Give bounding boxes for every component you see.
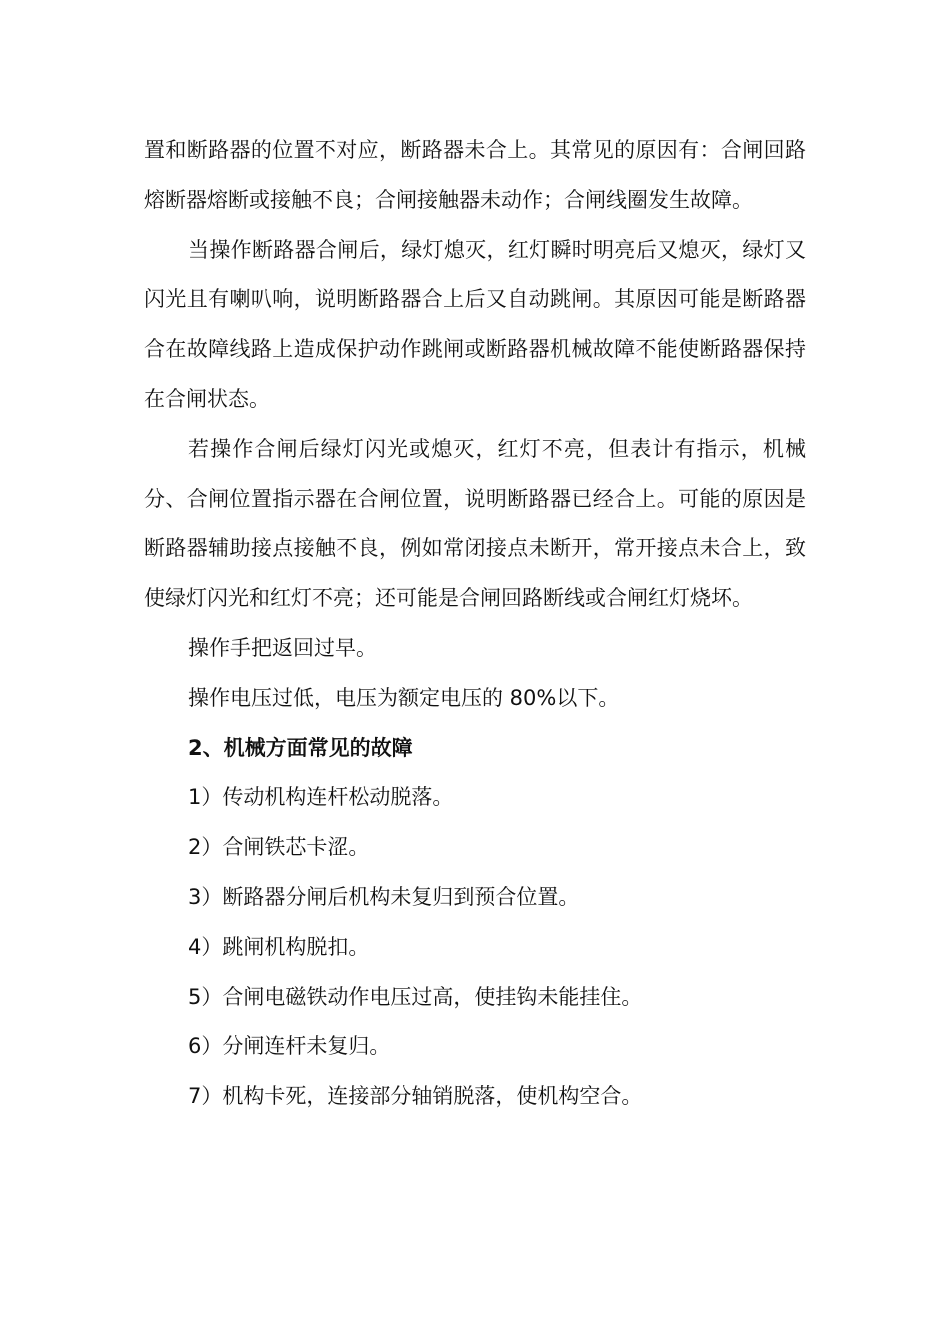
list-item: 5）合闸电磁铁动作电压过高，使挂钩未能挂住。 (188, 984, 643, 1009)
paragraph-handle-return: 操作手把返回过早。 (188, 635, 377, 660)
paragraph-red-light-off: 若操作合闸后绿灯闪光或熄灭，红灯不亮，但表计有指示，机械分、合闸位置指示器在合闸位置，说明断路器已经合上。可能的原因是断路器辅助接点接触不良，例如常闭接点未断开，常开接点未合上，致使绿灯闪光和红灯不亮；还可能是合闸回路断线或合闸红灯烧坏。 (144, 436, 806, 611)
list-item: 4）跳闸机构脱扣。 (188, 934, 370, 959)
document-page (144, 126, 806, 1122)
list-item: 6）分闸连杆未复归。 (188, 1034, 391, 1059)
paragraph-low-voltage: 操作电压过低，电压为额定电压的 80%以下。 (188, 685, 620, 710)
paragraph-continued: 置和断路器的位置不对应，断路器未合上。其常见的原因有：合闸回路熔断器熔断或接触不良；合闸接触器未动作；合闸线圈发生故障。 (144, 138, 806, 212)
list-item: 2）合闸铁芯卡涩。 (188, 835, 370, 860)
section-heading: 2、机械方面常见的故障 (188, 735, 413, 760)
paragraph-green-light-flash: 当操作断路器合闸后，绿灯熄灭，红灯瞬时明亮后又熄灭，绿灯又闪光且有喇叭响，说明断路器合上后又自动跳闸。其原因可能是断路器合在故障线路上造成保护动作跳闸或断路器机械故障不能使断路器保持在合闸状态。 (144, 237, 806, 411)
list-item: 7）机构卡死，连接部分轴销脱落，使机构空合。 (188, 1084, 643, 1109)
list-item: 1）传动机构连杆松动脱落。 (188, 785, 454, 810)
list-item: 3）断路器分闸后机构未复归到预合位置。 (188, 884, 580, 909)
